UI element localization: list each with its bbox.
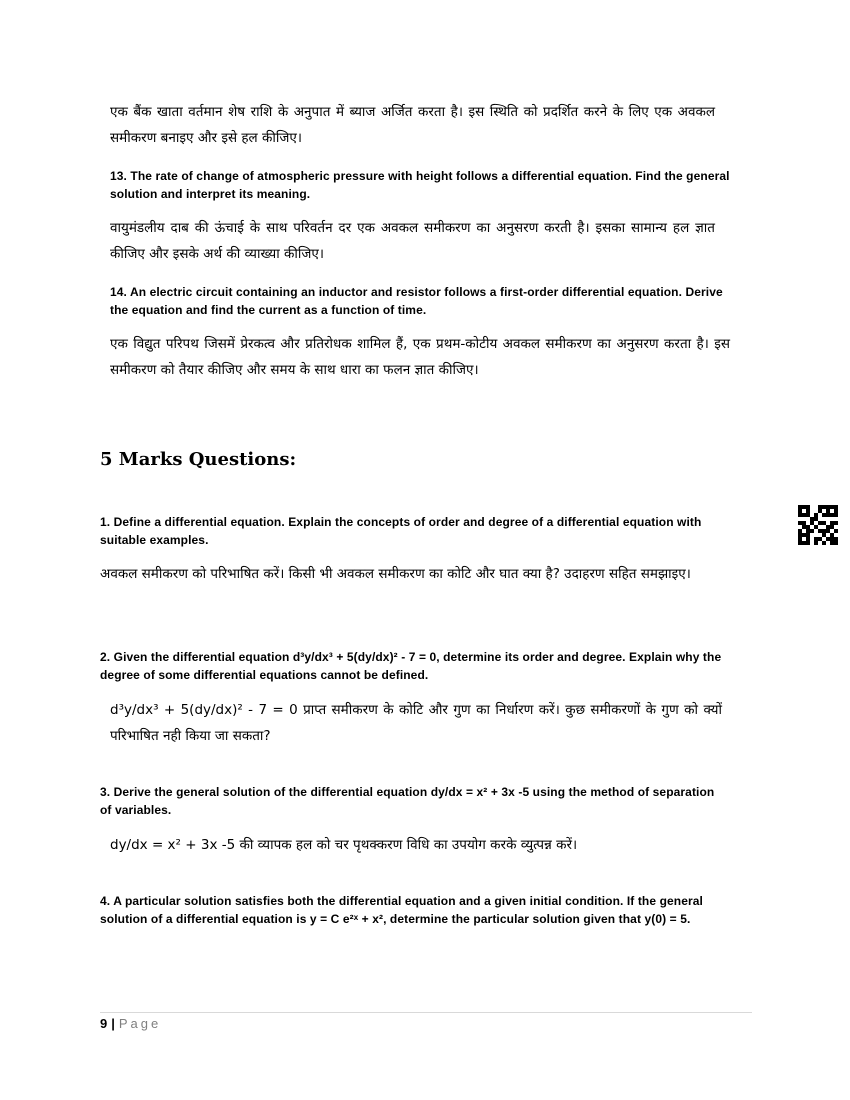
question-2-hindi: d³y/dx³ + 5(dy/dx)² - 7 = 0 प्राप्त समीकरण के कोटि और गुण का निर्धारण करें। कुछ समीकरणों के गुण को क्यों परिभाषित नही किया जा सकता? bbox=[110, 702, 722, 744]
page-number: 9 bbox=[100, 1016, 108, 1031]
question-3-english: 3. Derive the general solution of the differential equation dy/dx = x² + 3x -5 using the method of separation of variables. bbox=[100, 785, 715, 817]
qr-code-icon bbox=[798, 505, 838, 545]
page-label: Page bbox=[118, 1016, 162, 1031]
q13-hindi-text: वायुमंडलीय दाब की ऊंचाई के साथ परिवर्तन दर एक अवकल समीकरण का अनुसरण करती है। इसका सामान्य हल ज्ञात कीजिए और इसके अर्थ की व्याख्या कीजिए। bbox=[110, 220, 715, 262]
q14-hindi-text: एक विद्युत परिपथ जिसमें प्रेरकत्व और प्रतिरोधक शामिल हैं, एक प्रथम-कोटीय अवकल समीकरण का अनुसरण करता है। इस समीकरण को तैयार कीजिए और समय के साथ धारा का फलन ज्ञात कीजिए। bbox=[110, 336, 730, 378]
question-4-english: 4. A particular solution satisfies both the differential equation and a given initial condition. If the general solution of a differential equation is y = C e²ˣ + x², determine the particular solution given that y(0) = 5. bbox=[100, 894, 703, 926]
q12-hindi-text: एक बैंक खाता वर्तमान शेष राशि के अनुपात में ब्याज अर्जित करता है। इस स्थिति को प्रदर्शित करने के लिए एक अवकल समीकरण बनाइए और इसे हल कीजिए। bbox=[110, 104, 715, 146]
footer-separator: | bbox=[111, 1016, 115, 1031]
question-1-hindi: अवकल समीकरण को परिभाषित करें। किसी भी अवकल समीकरण का कोटि और घात क्या है? उदाहरण सहित समझाइए। bbox=[100, 566, 691, 582]
question-2-english: 2. Given the differential equation d³y/dx³ + 5(dy/dx)² - 7 = 0, determine its order and degree. Explain why the degree of some differential equations cannot be defined. bbox=[100, 650, 722, 682]
page-footer bbox=[100, 1016, 161, 1031]
question-3-hindi: dy/dx = x² + 3x -5 की व्यापक हल को चर पृथक्करण विधि का उपयोग करके व्युत्पन्न करें। bbox=[110, 837, 578, 853]
q14-english-text: 14. An electric circuit containing an inductor and resistor follows a first-order differential equation. Derive the equation and find the current as a function of time. bbox=[110, 285, 723, 317]
footer-divider bbox=[100, 1012, 752, 1013]
q13-english-text: 13. The rate of change of atmospheric pressure with height follows a differential equation. Find the general solution and interpret its meaning. bbox=[110, 169, 730, 201]
question-1-english: 1. Define a differential equation. Explain the concepts of order and degree of a differential equation with suitable examples. bbox=[100, 515, 702, 547]
section-heading: 5 Marks Questions: bbox=[100, 449, 297, 470]
